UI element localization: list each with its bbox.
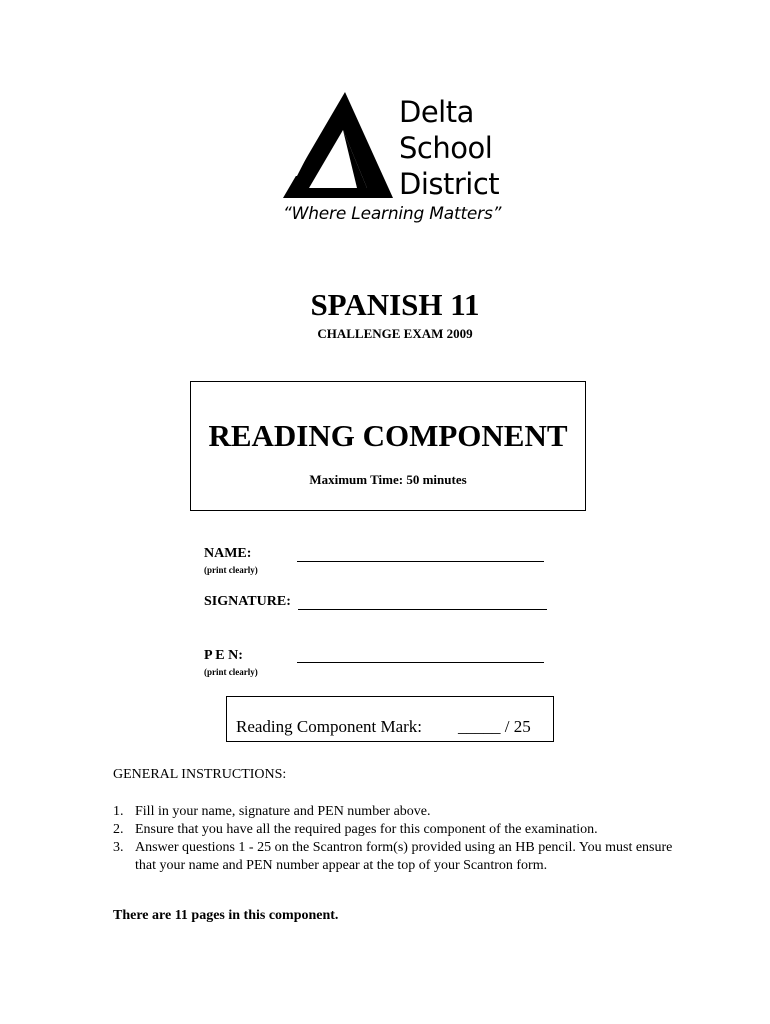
signature-label: SIGNATURE: [204,594,291,609]
signature-line[interactable] [298,609,547,610]
pen-hint: (print clearly) [204,667,258,677]
district-logo [283,92,523,232]
instruction-item [113,839,693,875]
district-name [399,94,499,202]
name-label: NAME: [204,546,252,561]
instruction-item [113,803,693,821]
mark-label: Reading Component Mark: [236,717,423,736]
mark-box [226,696,554,742]
course-title: SPANISH 11 [310,287,480,322]
district-tagline: “Where Learning Matters” [283,204,502,224]
component-box [190,381,586,511]
instruction-text: Answer questions 1 - 25 on the Scantron form(s) provided using an HB pencil. You must ensure that your name and PEN number appear at the top of your Scantron form. [135,840,673,873]
pen-label: P E N: [204,648,243,663]
exam-subtitle: CHALLENGE EXAM 2009 [317,326,473,341]
instruction-item [113,821,693,839]
triangle-logo-icon [283,92,395,202]
instructions-list [113,803,693,875]
district-name-line-1: Delta [399,95,474,129]
district-name-line-3: District [399,167,500,201]
instruction-number: 2. [113,822,124,837]
name-line[interactable] [297,561,544,562]
pen-line[interactable] [297,662,544,663]
instruction-text: Ensure that you have all the required pages for this component of the examination. [135,822,598,837]
instruction-number: 3. [113,840,124,855]
instruction-text: Fill in your name, signature and PEN number above. [135,804,431,819]
district-name-line-2: School [399,131,493,165]
instructions-heading: GENERAL INSTRUCTIONS: [113,767,287,782]
component-time-limit: Maximum Time: 50 minutes [309,472,467,487]
component-title: READING COMPONENT [208,418,568,453]
name-hint: (print clearly) [204,565,258,575]
mark-blank: _____ / 25 [458,717,531,736]
instruction-number: 1. [113,804,124,819]
pages-note: There are 11 pages in this component. [113,908,339,923]
